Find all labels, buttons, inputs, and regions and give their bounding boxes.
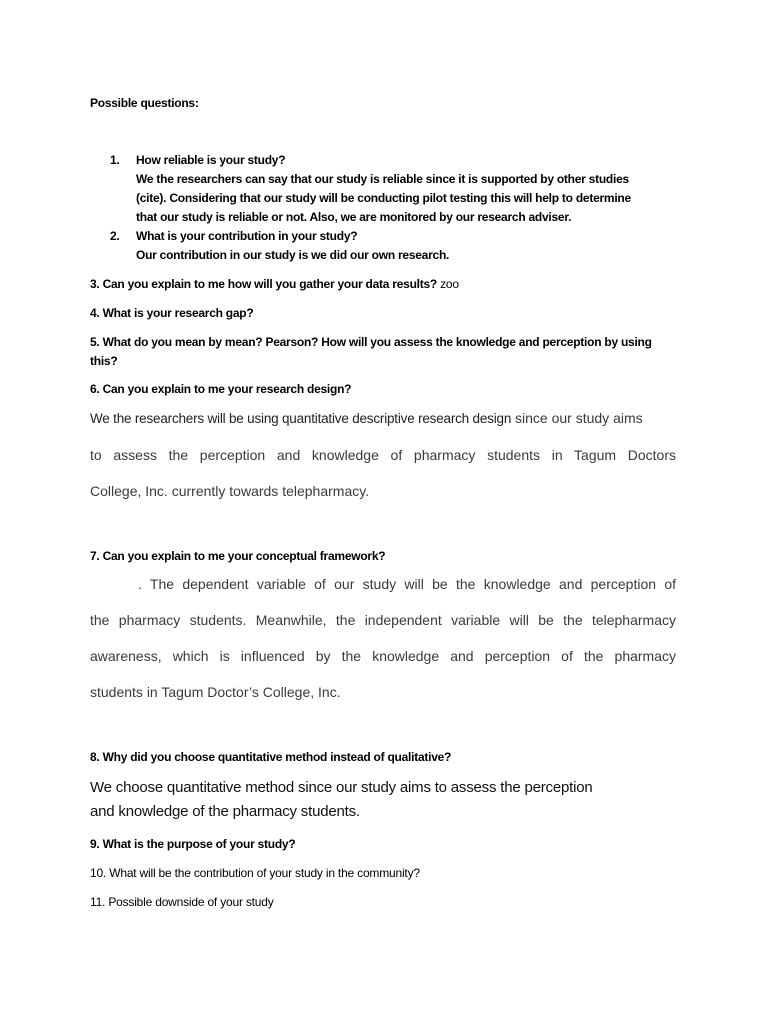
answer-7-line (90, 566, 676, 602)
question-5 (90, 333, 652, 371)
answer-7-line: the pharmacy students. Meanwhile, the independent variable will be the telepharmacy (90, 612, 676, 628)
list-number: 1. (110, 153, 120, 167)
answer-6-lead: We the researchers will be using quantitative descriptive research design (90, 411, 512, 426)
answer-6 (90, 400, 676, 509)
answer-8-line: and knowledge of the pharmacy students. (90, 803, 360, 820)
answer-8-line: We choose quantitative method since our study aims to assess the perception (90, 779, 593, 796)
answer-7 (90, 566, 676, 710)
question-5-line: 5. What do you mean by mean? Pearson? How will you assess the knowledge and perception by using (90, 335, 652, 349)
answer-7-line: awareness, which is influenced by the knowledge and perception of the pharmacy (90, 648, 676, 664)
list-item (110, 227, 631, 265)
answer-line: (cite). Considering that our study will be conducting pilot testing this will help to determine (136, 191, 631, 205)
question-4: 4. What is your research gap? (90, 306, 254, 320)
question-7: 7. Can you explain to me your conceptual framework? (90, 549, 386, 563)
answer-6-rest: since our study aims (511, 410, 643, 426)
question-3-text: 3. Can you explain to me how will you gather your data results? (90, 277, 437, 291)
question-10: 10. What will be the contribution of your study in the community? (90, 866, 420, 880)
answer-line: Our contribution in our study is we did our own research. (136, 248, 450, 262)
list-number: 2. (110, 229, 120, 243)
answer-8 (90, 776, 670, 824)
answer-6-line (90, 400, 676, 437)
numbered-question-list (110, 151, 631, 265)
answer-6-line: to assess the perception and knowledge of pharmacy students in Tagum Doctors (90, 447, 676, 463)
list-item (110, 151, 631, 227)
answer-6-line: College, Inc. currently towards telepharmacy. (90, 483, 370, 499)
question-text: How reliable is your study? (136, 153, 286, 167)
question-9: 9. What is the purpose of your study? (90, 837, 296, 851)
answer-line: We the researchers can say that our study is reliable since it is supported by other studies (136, 172, 629, 186)
question-8: 8. Why did you choose quantitative method instead of qualitative? (90, 750, 452, 764)
question-3-note: zoo (437, 277, 459, 291)
answer-line: that our study is reliable or not. Also, we are monitored by our research adviser. (136, 210, 572, 224)
answer-7-text: . The dependent variable of our study will be the knowledge and perception of (138, 576, 676, 592)
question-5-line: this? (90, 354, 118, 368)
answer-7-line: students in Tagum Doctor’s College, Inc. (90, 684, 341, 700)
page-heading: Possible questions: (90, 96, 199, 110)
question-text: What is your contribution in your study? (136, 229, 358, 243)
question-3 (90, 275, 459, 294)
question-6: 6. Can you explain to me your research design? (90, 382, 352, 396)
question-11: 11. Possible downside of your study (90, 895, 274, 909)
